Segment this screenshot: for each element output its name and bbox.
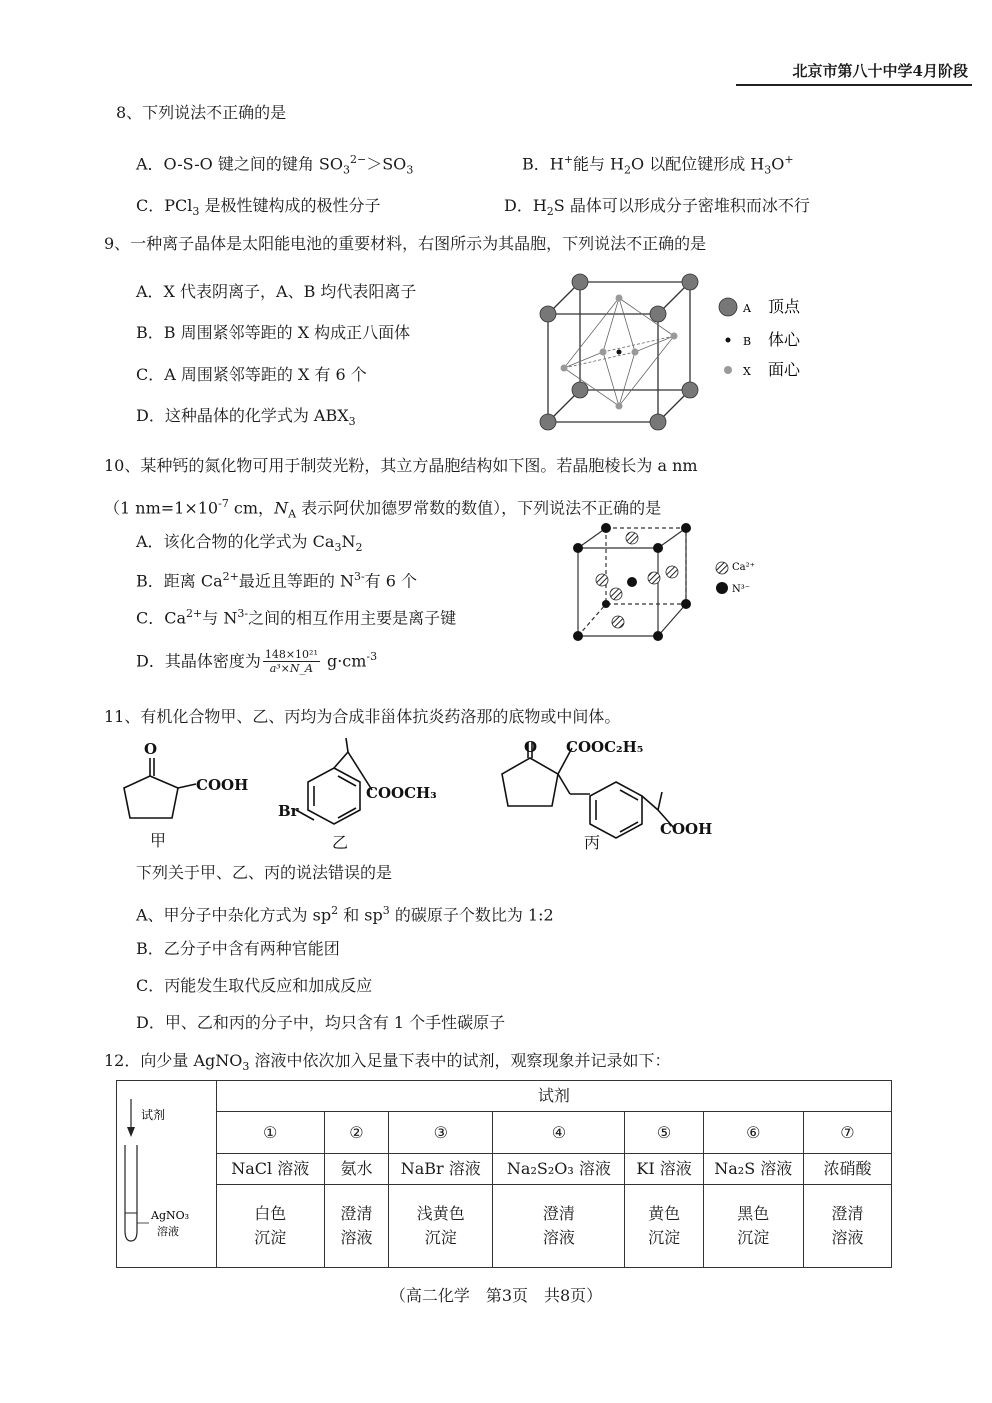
q9-option-d: D．这种晶体的化学式为 $ABX_3$ <box>136 406 356 429</box>
svg-text:体心: 体心 <box>768 330 801 349</box>
q8-option-c: C．PCl$_3$ 是极性键构成的极性分子 <box>136 196 381 219</box>
svg-text:O: O <box>144 740 158 758</box>
q11-option-c: C．丙能发生取代反应和加成反应 <box>136 976 373 995</box>
reagent-number: ① <box>216 1112 324 1154</box>
svg-text:O: O <box>524 738 538 756</box>
observation-cell: 澄清 溶液 <box>493 1185 625 1268</box>
q10-stem-line2: （1 $nm=1\times 10^{-7}$ cm，$N_A$ 表示阿伏加德罗常数的数值），下列说法不正确的是 <box>104 497 662 521</box>
svg-text:试剂: 试剂 <box>141 1108 166 1122</box>
q11-option-a: A、甲分子中杂化方式为 $sp^2$ 和 $sp^3$ 的碳原子个数比为 1:2 <box>136 904 554 925</box>
q12-stem: 12．向少量 AgNO$_3$ 溶液中依次加入足量下表中的试剂，观察现象并记录如下： <box>104 1051 671 1074</box>
header-rule <box>736 84 972 86</box>
svg-text:甲: 甲 <box>150 831 167 850</box>
svg-text:COOH: COOH <box>196 776 249 794</box>
reagent-number: ⑥ <box>703 1112 803 1154</box>
svg-text:Br: Br <box>278 802 299 820</box>
svg-text:溶液: 溶液 <box>157 1225 179 1238</box>
q9-stem: 9、一种离子晶体是太阳能电池的重要材料，右图所示为其晶胞，下列说法不正确的是 <box>104 234 707 253</box>
reagent-name: Na₂S 溶液 <box>703 1154 803 1185</box>
reagent-name: NaCl 溶液 <box>216 1154 324 1185</box>
perovskite-unit-cell-diagram <box>530 262 820 442</box>
q11-option-d: D．甲、乙和丙的分子中，均只含有 1 个手性碳原子 <box>136 1013 506 1032</box>
svg-text:Ca²⁺: Ca²⁺ <box>732 562 755 573</box>
q12-reagent-table <box>116 1080 892 1268</box>
q9-option-b: B．B 周围紧邻等距的 X 构成正八面体 <box>136 323 411 342</box>
svg-text:B: B <box>743 335 752 348</box>
reagent-number: ⑤ <box>625 1112 703 1154</box>
q8-option-a: A．O-S-O 键之间的键角 $SO_3^{2-}>SO_3$ <box>136 153 414 177</box>
reagent-name: Na₂S₂O₃ 溶液 <box>493 1154 625 1185</box>
observation-cell: 黄色 沉淀 <box>625 1185 703 1268</box>
svg-text:丙: 丙 <box>584 833 601 852</box>
q10-option-a: A．该化合物的化学式为 $Ca_3N_2$ <box>136 532 363 555</box>
svg-text:AgNO₃: AgNO₃ <box>151 1209 190 1222</box>
svg-text:N³⁻: N³⁻ <box>732 584 751 595</box>
table-header: 试剂 <box>216 1081 891 1112</box>
calcium-nitride-unit-cell-diagram <box>566 522 766 647</box>
page-footer: （高二化学 第3页 共8页） <box>389 1286 603 1305</box>
q9-option-c: C．A 周围紧邻等距的 X 有 6 个 <box>136 365 367 384</box>
reagent-name: 氨水 <box>324 1154 388 1185</box>
reagent-name: 浓硝酸 <box>803 1154 891 1185</box>
reagent-number: ④ <box>493 1112 625 1154</box>
q11-structures <box>110 736 730 854</box>
q11-option-b: B．乙分子中含有两种官能团 <box>136 939 340 958</box>
test-tube-diagram <box>117 1081 217 1267</box>
reagent-number: ③ <box>389 1112 493 1154</box>
q10-option-c: C．$Ca^{2+}$与 $N^{3-}$之间的相互作用主要是离子键 <box>136 607 457 628</box>
observation-cell: 黑色 沉淀 <box>703 1185 803 1268</box>
q9-option-a: A．X 代表阴离子，A、B 均代表阳离子 <box>136 282 417 301</box>
q8-option-b: B．H+能与 $H_2O$ 以配位键形成 $H_3O^+$ <box>522 153 794 177</box>
reagent-number: ⑦ <box>803 1112 891 1154</box>
svg-text:COOCH₃: COOCH₃ <box>366 784 437 802</box>
exam-header: 北京市第八十中学4月阶段 <box>792 62 968 80</box>
reagent-number: ② <box>324 1112 388 1154</box>
test-tube-cell <box>117 1081 217 1268</box>
q11-sub-stem: 下列关于甲、乙、丙的说法错误的是 <box>136 863 393 882</box>
svg-text:顶点: 顶点 <box>768 297 801 316</box>
q8-stem: 8、下列说法不正确的是 <box>116 103 287 122</box>
q10-option-d: D．其晶体密度为 $\frac{\text{148×10²¹}}{\text{a³×N\_A}}$ $g\cdot cm^{-3}$ <box>136 648 378 676</box>
q10-stem: 10、某种钙的氮化物可用于制荧光粉，其立方晶胞结构如下图。若晶胞棱长为 a nm <box>104 456 698 475</box>
q8-option-d: D．$H_2S$ 晶体可以形成分子密堆积而冰不行 <box>504 196 810 219</box>
observation-cell: 浅黄色 沉淀 <box>389 1185 493 1268</box>
svg-text:乙: 乙 <box>332 833 349 852</box>
observation-cell: 澄清 溶液 <box>803 1185 891 1268</box>
reagent-name: NaBr 溶液 <box>389 1154 493 1185</box>
svg-text:COOH: COOH <box>660 820 713 838</box>
svg-text:A: A <box>743 302 751 315</box>
q10-option-b: B．距离 $Ca^{2+}$最近且等距的 $N^{3-}$有 6 个 <box>136 570 418 591</box>
svg-text:X: X <box>743 365 751 378</box>
svg-text:COOC₂H₅: COOC₂H₅ <box>566 738 644 756</box>
svg-text:面心: 面心 <box>768 360 801 379</box>
reagent-name: KI 溶液 <box>625 1154 703 1185</box>
observation-cell: 白色 沉淀 <box>216 1185 324 1268</box>
density-fraction: $\frac{\text{148×10²¹}}{\text{a³×N\_A}}$ <box>264 648 318 676</box>
observation-cell: 澄清 溶液 <box>324 1185 388 1268</box>
q11-stem: 11、有机化合物甲、乙、丙均为合成非甾体抗炎药洛那的底物或中间体。 <box>104 707 621 726</box>
